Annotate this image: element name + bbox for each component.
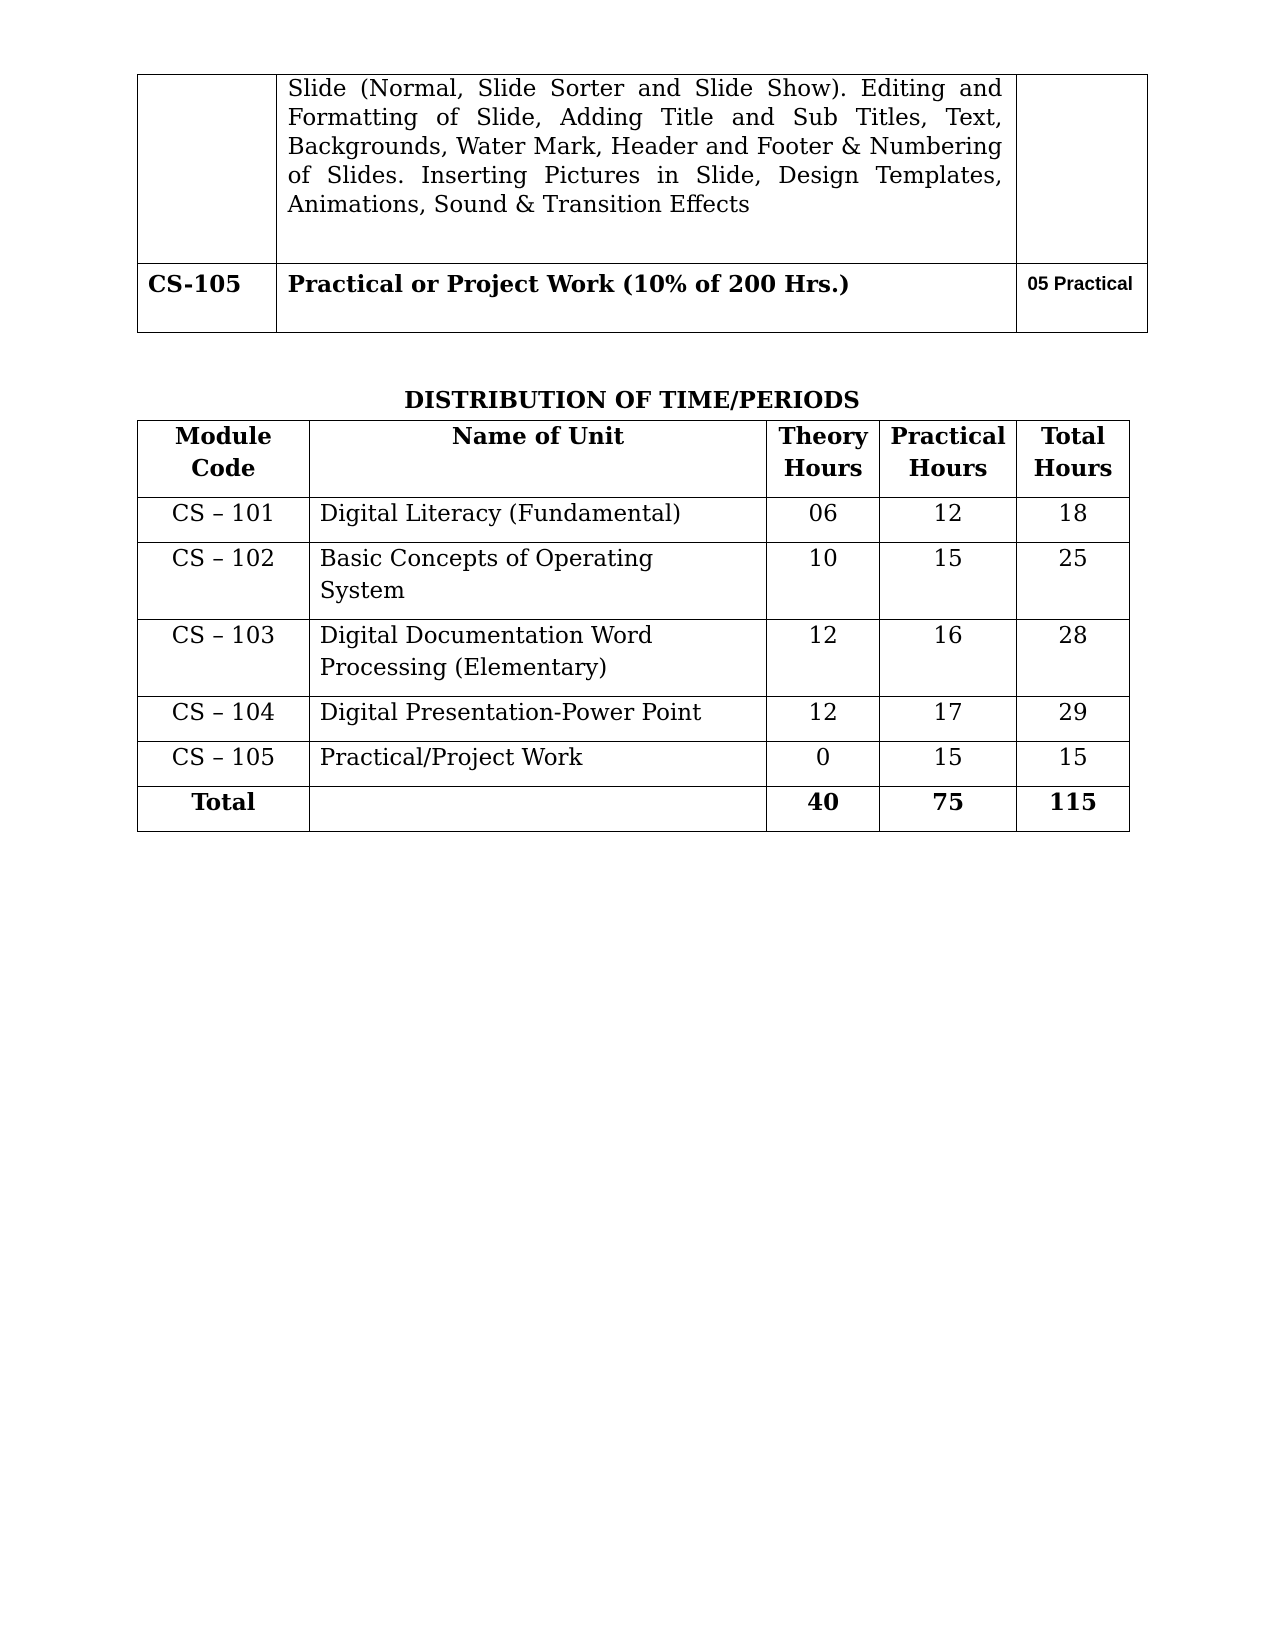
table-row	[138, 498, 1130, 543]
row-theory: 0	[767, 742, 880, 787]
table-row	[138, 697, 1130, 742]
row-code: CS – 105	[138, 742, 310, 787]
module-code: CS-105	[138, 264, 277, 333]
row-theory: 12	[767, 697, 880, 742]
header-unit: Name of Unit	[309, 421, 766, 498]
total-label: Total	[138, 787, 310, 832]
row-code: CS – 104	[138, 697, 310, 742]
syllabus-row-cs105	[138, 264, 1148, 333]
row-unit: Practical/Project Work	[309, 742, 766, 787]
row-code: CS – 103	[138, 620, 310, 697]
header-total-line1: Total	[1040, 423, 1106, 450]
row-total: 25	[1017, 543, 1130, 620]
table-row	[138, 543, 1130, 620]
row-unit: Digital Presentation-Power Point	[309, 697, 766, 742]
module-title: Practical or Project Work (10% of 200 Hrs.)	[276, 264, 1017, 333]
total-unit	[309, 787, 766, 832]
continued-content: Slide (Normal, Slide Sorter and Slide Show). Editing and Formatting of Slide, Adding Title and Sub Titles, Text, Backgrounds, Water Mark, Header and Footer & Numbering of Slides. Inserting Pictures in Slide, Design Templates, Animations, Sound & Transition Effects	[276, 75, 1017, 264]
row-total: 29	[1017, 697, 1130, 742]
module-hours: 05 Practical	[1017, 264, 1148, 333]
row-unit: Digital Documentation Word Processing (Elementary)	[309, 620, 766, 697]
row-total: 28	[1017, 620, 1130, 697]
row-unit: Digital Literacy (Fundamental)	[309, 498, 766, 543]
header-total-line2: Hours	[1033, 455, 1113, 482]
distribution-table	[137, 420, 1130, 832]
row-theory: 12	[767, 620, 880, 697]
header-module-code-line1: Module	[174, 423, 272, 450]
syllabus-table	[137, 74, 1148, 333]
header-practical-line1: Practical	[890, 423, 1006, 450]
table-row	[138, 742, 1130, 787]
row-practical: 16	[880, 620, 1017, 697]
header-theory-line2: Hours	[783, 455, 863, 482]
empty-hours-cell	[1017, 75, 1148, 264]
header-total	[1017, 421, 1130, 498]
total-row	[138, 787, 1130, 832]
total-practical: 75	[880, 787, 1017, 832]
total-theory: 40	[767, 787, 880, 832]
row-total: 15	[1017, 742, 1130, 787]
header-theory	[767, 421, 880, 498]
distribution-header-row	[138, 421, 1130, 498]
row-code: CS – 101	[138, 498, 310, 543]
syllabus-continued-row	[138, 75, 1148, 264]
empty-code-cell	[138, 75, 277, 264]
distribution-heading: DISTRIBUTION OF TIME/PERIODS	[404, 387, 860, 414]
row-practical: 15	[880, 742, 1017, 787]
row-practical: 17	[880, 697, 1017, 742]
header-practical	[880, 421, 1017, 498]
row-practical: 15	[880, 543, 1017, 620]
header-module-code-line2: Code	[191, 455, 256, 482]
row-code: CS – 102	[138, 543, 310, 620]
table-row	[138, 620, 1130, 697]
header-module-code	[138, 421, 310, 498]
row-unit: Basic Concepts of Operating System	[309, 543, 766, 620]
row-theory: 10	[767, 543, 880, 620]
row-theory: 06	[767, 498, 880, 543]
header-theory-line1: Theory	[778, 423, 868, 450]
total-total: 115	[1017, 787, 1130, 832]
row-practical: 12	[880, 498, 1017, 543]
row-total: 18	[1017, 498, 1130, 543]
header-practical-line2: Hours	[908, 455, 988, 482]
